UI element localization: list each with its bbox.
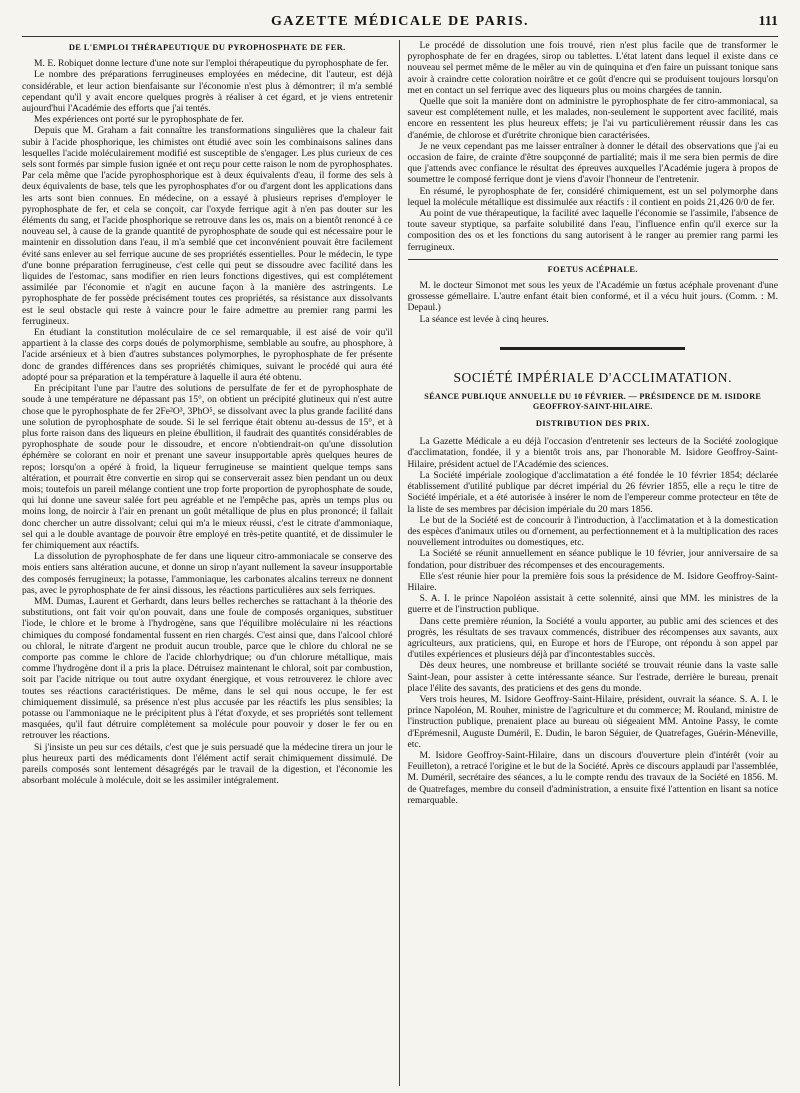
- paragraph: Mes expériences ont porté sur le pyrophosphate de fer.: [34, 114, 244, 126]
- seance-line: GEOFFROY-SAINT-HILAIRE.: [532, 402, 653, 412]
- paragraph: Depuis que M. Graham a fait connaître les transformations singulières que la chaleur fait subir à l'acide phosphorique, les chimistes ont étudié avec soin les combinaisons salines dans lesquelles l'acide moléculairement modifié est susceptible de s'engager. Les plus curieux de ces sels sont formés par simple fusion ignée et ont reçu pour cette raison le nom de pyrophosphates. Par cela même que l'acide pyrophosphorique est à deux équivalents d'eau, il forme des sels à deux équivalents de base, tels que les pyrophosphates d'or ou d'argent dont les applications dans les arts sont bien connues. En médecine, on a essayé à plusieurs reprises d'employer le pyrophosphate de fer, et cela se conçoit, car l'oxyde ferrique agit à n'en pas douter sur les éléments du sang, et l'acide phosphorique se retrouve dans les os, mais on a bientôt renoncé à ce nouveau sel, à cause de la grande quantité de pyrophosphate de soude qui est nécessaire pour le maintenir en dissolution dans l'eau, il m'a semblé que cet inconvénient pouvait être facilement évité sans enlever au sel ferrique aucune de ses propriétés essentielles. Pour le médecin, le type d'une bonne préparation ferrugineuse, c'est celle qui peut se dissoudre avec facilité dans les liquides de l'estomac, sans modifier en rien leurs fonctions digestives, qui est complétement assimilée par l'économie et n'agit en aucune façon à la manière des astringents. Le pyrophosphate de fer possède précisément toutes ces propriétés, sa résistance aux dissolvants est le seul obstacle qui reste à vaincre pour le faire admettre au premier rang parmi les ferrugineux.: [22, 125, 393, 327]
- paragraph: M. Isidore Geoffroy-Saint-Hilaire, dans un discours d'ouverture plein d'intérêt (voir au Feuilleton), a retracé l'origine et le but de la Société. Après ce discours applaudi par l'assemblée, M. Duméril, secrétaire des séances, a lu le compte rendu des travaux de la Société en 1856. M. de Quatrefages, membre du conseil d'administration, a ensuite fixé l'attention en lisant sa notice remarquable.: [407, 749, 778, 806]
- paragraph: En résumé, le pyrophosphate de fer, considéré chimiquement, est un sel polymorphe dans lequel la molécule métallique est dissimulée aux réactifs : il contient en poids 21,426 0/0 de fer.: [407, 185, 778, 208]
- paragraph: Elle s'est réunie hier pour la première fois sous la présidence de M. Isidore Geoffroy-Saint-Hilaire.: [407, 570, 778, 593]
- paragraph: Dans cette première réunion, la Société a voulu apporter, au public ami des sciences et des progrès, les résultats de ses travaux commencés, distribuer des récompenses aux savants, aux agriculteurs, aux praticiens, qui, en Europe et hors de l'Europe, ont répondu à son appel par d'utiles expériences et plusieurs déjà par d'incontestables succès.: [407, 615, 778, 661]
- paragraph: La Gazette Médicale a eu déjà l'occasion d'entretenir ses lecteurs de la Société zoologique d'acclimatation, fondée, il y a bientôt trois ans, par l'honorable M. Isidore Geoffroy-Saint-Hilaire, président actuel de l'Académie des sciences.: [407, 436, 778, 470]
- paragraph: En précipitant l'une par l'autre des solutions de persulfate de fer et de pyrophosphate de soude à une température ne dépassant pas 15°, on obtient un précipité glutineux qui n'est autre chose que le pyrophosphate de fer 2Fe²O³, 3PhO⁵, se dissolvant avec la plus grande facilité dans une solution de pyrophosphate de soude. Si le sel ferrique était obtenu au-dessus de 15°, et à plus forte raison dans des liqueurs en pleine ébullition, il faudrait des quantités considérables de pyrophosphate de soude pour le dissoudre, et encore n'obtiendrait-on qu'une dissolution éphémère se colorant en noir et prenant une saveur insupportable après quelques heures de repos; lorsqu'on a opéré à froid, la liqueur ferrugineuse se maintient quelque temps sans altération, et pourrait être convertie en sirop qui se conserverait assez bien pendant un ou deux mois; toutefois un pareil mélange contient une trop forte proportion de pyrophosphate de soude, qui lui donne une saveur salée fort peu agréable et ne l'empêche pas, après un temps plus ou moins long, de noircir à l'air en prenant un goût métallique de plus en plus prononcé; il fallait donc chercher un autre dissolvant; celui qui m'a le mieux réussi, c'est le citrate d'ammoniaque, sel qui a le double avantage de pouvoir être employé en très-petite quantité, et de dissimuler le fer chimiquement aux réactifs.: [22, 383, 393, 551]
- paragraph: Le procédé de dissolution une fois trouvé, rien n'est plus facile que de transformer le pyrophosphate de fer en dragées, sirop ou tablettes. L'état latent dans lequel il existe dans ce nouveau sel permet même de le mêler au vin de quinquina et d'en faire un puissant tonique sans avoir à craindre cette coloration noirâtre et ce goût d'encre qui se produisent toujours lorsqu'on met en contact un sel ferrique avec des liqueurs plus ou moins chargées de tannin.: [407, 40, 778, 96]
- paragraph: Au point de vue thérapeutique, la facilité avec laquelle l'économie se l'assimile, l'absence de toute saveur styptique, sa parfaite solubilité dans l'eau, l'influence enfin qu'il exerce sur la composition des os et les fonctions du sang autorisent à le ranger au premier rang parmi les ferrugineux.: [407, 208, 778, 253]
- seance-line: SÉANCE PUBLIQUE ANNUELLE DU 10 FÉVRIER. — PRÉSIDENCE DE M. ISIDORE: [424, 392, 762, 402]
- section-separator: [500, 347, 685, 350]
- paragraph: Le but de la Société est de concourir à l'introduction, à l'acclimatation et à la domestication des espèces d'animaux utiles ou d'ornement, au perfectionnement et à la multiplication des races nouvellement introduites ou domestiques, etc.: [407, 514, 778, 549]
- paragraph: S. A. I. le prince Napoléon assistait à cette solennité, ainsi que MM. les ministres de la guerre et de l'instruction publique.: [407, 593, 778, 616]
- paragraph: Vers trois heures, M. Isidore Geoffroy-Saint-Hilaire, président, ouvrait la séance. S. A. I. le prince Napoléon, M. Rouher, ministre de l'agriculture et du commerce; M. Rouland, ministre de l'instruction publique, prenaient place au bureau où siégeaient MM. Antoine Passy, le comte d'Eprémesnil, Auguste Duméril, E. Dudin, le baron Séguier, de Quatrefages, Guérin-Méneville, etc.: [407, 693, 778, 750]
- seance-heading: [408, 392, 779, 412]
- right-column: [399, 40, 779, 1086]
- paragraph: M. E. Robiquet donne lecture d'une note sur l'emploi thérapeutique du pyrophosphate de fer.: [34, 58, 389, 70]
- paragraph: Si j'insiste un peu sur ces détails, c'est que je suis persuadé que la médecine tirera un jour le plus heureux parti des médicaments dont l'élément actif serait chimiquement dissimulé. De pareils composés sont lentement désagrégés par le travail de la digestion, et l'économie les absorbant molécule à molécule, doit se les assimiler intégralement.: [22, 741, 393, 787]
- paragraph: M. le docteur Simonot met sous les yeux de l'Académie un fœtus acéphale provenant d'une grossesse gémellaire. L'autre enfant était bien conformé, et il a vécu huit jours. (Comm. : M. Depaul.): [407, 280, 778, 314]
- paragraph: MM. Dumas, Laurent et Gerhardt, dans leurs belles recherches se rattachant à la théorie des substitutions, ont fait voir qu'on pouvait, dans une foule de composés organiques, substituer l'iode, le chlore et le brome à l'hydrogène, sans que l'équilibre moléculaire ni les réactions chimiques du composé fondamental fussent en rien chargés. C'est ainsi que, dans l'alcool chloré ou chloral, le nitrate d'argent ne produit aucun trouble, parce que le chlore du chloral ne se comporte pas comme le chlore de l'acide chlorhydrique; ou d'un chlorure métallique, mais comme l'hydrogène dont il a pris la place. Détruisez maintenant le chloral, soit par combustion, soit par l'acide nitrique ou tout autre oxydant énergique, et vous retrouverez le chlore avec toutes ses réactions caractéristiques. De même, dans le sel qui nous occupe, le fer est chimiquement dissimulé, sa présence n'est plus accusée par les réactifs les plus sensibles; la potasse ou l'ammoniaque ne le précipitent plus à l'état d'oxyde, et ses propriétés sont tellement masquées, qu'il faut détruire complètement sa molécule pour pouvoir y doser le fer ou en retrouver les réactions.: [22, 595, 393, 742]
- paragraph: Je ne veux cependant pas me laisser entraîner à donner le détail des observations que j'ai eu occasion de faire, de crainte d'être soupçonné de partialité; mais il me sera bien permis de dire que j'attends avec confiance le résultat des épreuves auxquelles l'Académie jugera à propos de soumettre le composé ferrique dont je viens d'avoir l'honneur de l'entretenir.: [407, 140, 778, 186]
- paragraph: Le nombre des préparations ferrugineuses employées en médecine, dit l'auteur, est déjà considérable, et leur action bienfaisante sur l'économie n'est plus à démontrer; il m'a semblé cependant qu'il y avait encore quelques progrès à réaliser à cet égard, et je viens entretenir aujourd'hui l'Académie des efforts que j'ai tentés.: [22, 69, 393, 115]
- paragraph: La dissolution de pyrophosphate de fer dans une liqueur citro-ammoniacale se conserve des mois entiers sans altération aucune, et donne un sirop n'ayant nullement la saveur insupportable des composés ferrugineux; la potasse, l'ammoniaque, les carbonates alcalins terreux ne donnent pas, avec le pyrophosphate de fer ainsi dissous, les réactions particulières aux sels ferriques.: [22, 551, 393, 596]
- paragraph: La Société se réunit annuellement en séance publique le 10 février, jour anniversaire de sa fondation, pour distribuer des récompenses et des encouragements.: [407, 548, 778, 571]
- paragraph: Dès deux heures, une nombreuse et brillante société se trouvait réunie dans la vaste salle Saint-Jean, pour assister à cette intéressante séance. Sur l'estrade, derrière le bureau, prenait place l'élite des savants, des praticiens et des gens du monde.: [407, 660, 778, 694]
- paragraph: La Société impériale zoologique d'acclimatation a été fondée le 10 février 1854; déclarée établissement d'utilité publique par décret impérial du 26 février 1855, elle a reçu le titre de Société impériale, et a été autorisée à insérer le nom de l'empereur comme protecteur en tête de la liste de ses membres par décision impériale du 20 mars 1856.: [407, 469, 778, 515]
- left-column: [22, 40, 399, 1086]
- closing-line: La séance est levée à cinq heures.: [419, 313, 549, 325]
- page-header: [22, 14, 778, 37]
- divider: [408, 259, 779, 260]
- foetus-section-title: FOETUS ACÉPHALE.: [547, 264, 638, 274]
- journal-title: GAZETTE MÉDICALE DE PARIS.: [270, 14, 530, 29]
- paragraph: Quelle que soit la manière dont on administre le pyrophosphate de fer citro-ammoniacal, sa saveur est complétement nulle, et les malades, non-seulement le supportent avec facilité, mais encore en ressentent les plus heureux effets; je l'ai vu particulièrement réussir dans les cas d'anémie, de chlorose et d'urétrite chronique bien caractérisées.: [407, 96, 778, 141]
- distribution-title: DISTRIBUTION DES PRIX.: [535, 419, 650, 429]
- society-title: SOCIÉTÉ IMPÉRIALE D'ACCLIMATATION.: [453, 369, 733, 385]
- section-title: DE L'EMPLOI THÉRAPEUTIQUE DU PYROPHOSPHATE DE FER.: [68, 43, 346, 52]
- page-number: 111: [758, 14, 778, 29]
- columns: [22, 40, 778, 1086]
- paragraph: En étudiant la constitution moléculaire de ce sel remarquable, il est aisé de voir qu'il appartient à la classe des corps doués de polymorphisme, semblable au soufre, au phosphore, à l'acide arsénieux et à bien d'autres substances polymorphes, le pyrophosphate de fer présente donc de grandes différences dans ses propriétés chimiques, suivant le procédé qui aura été adopté pour sa préparation et la température à laquelle il aura été obtenu.: [22, 327, 393, 383]
